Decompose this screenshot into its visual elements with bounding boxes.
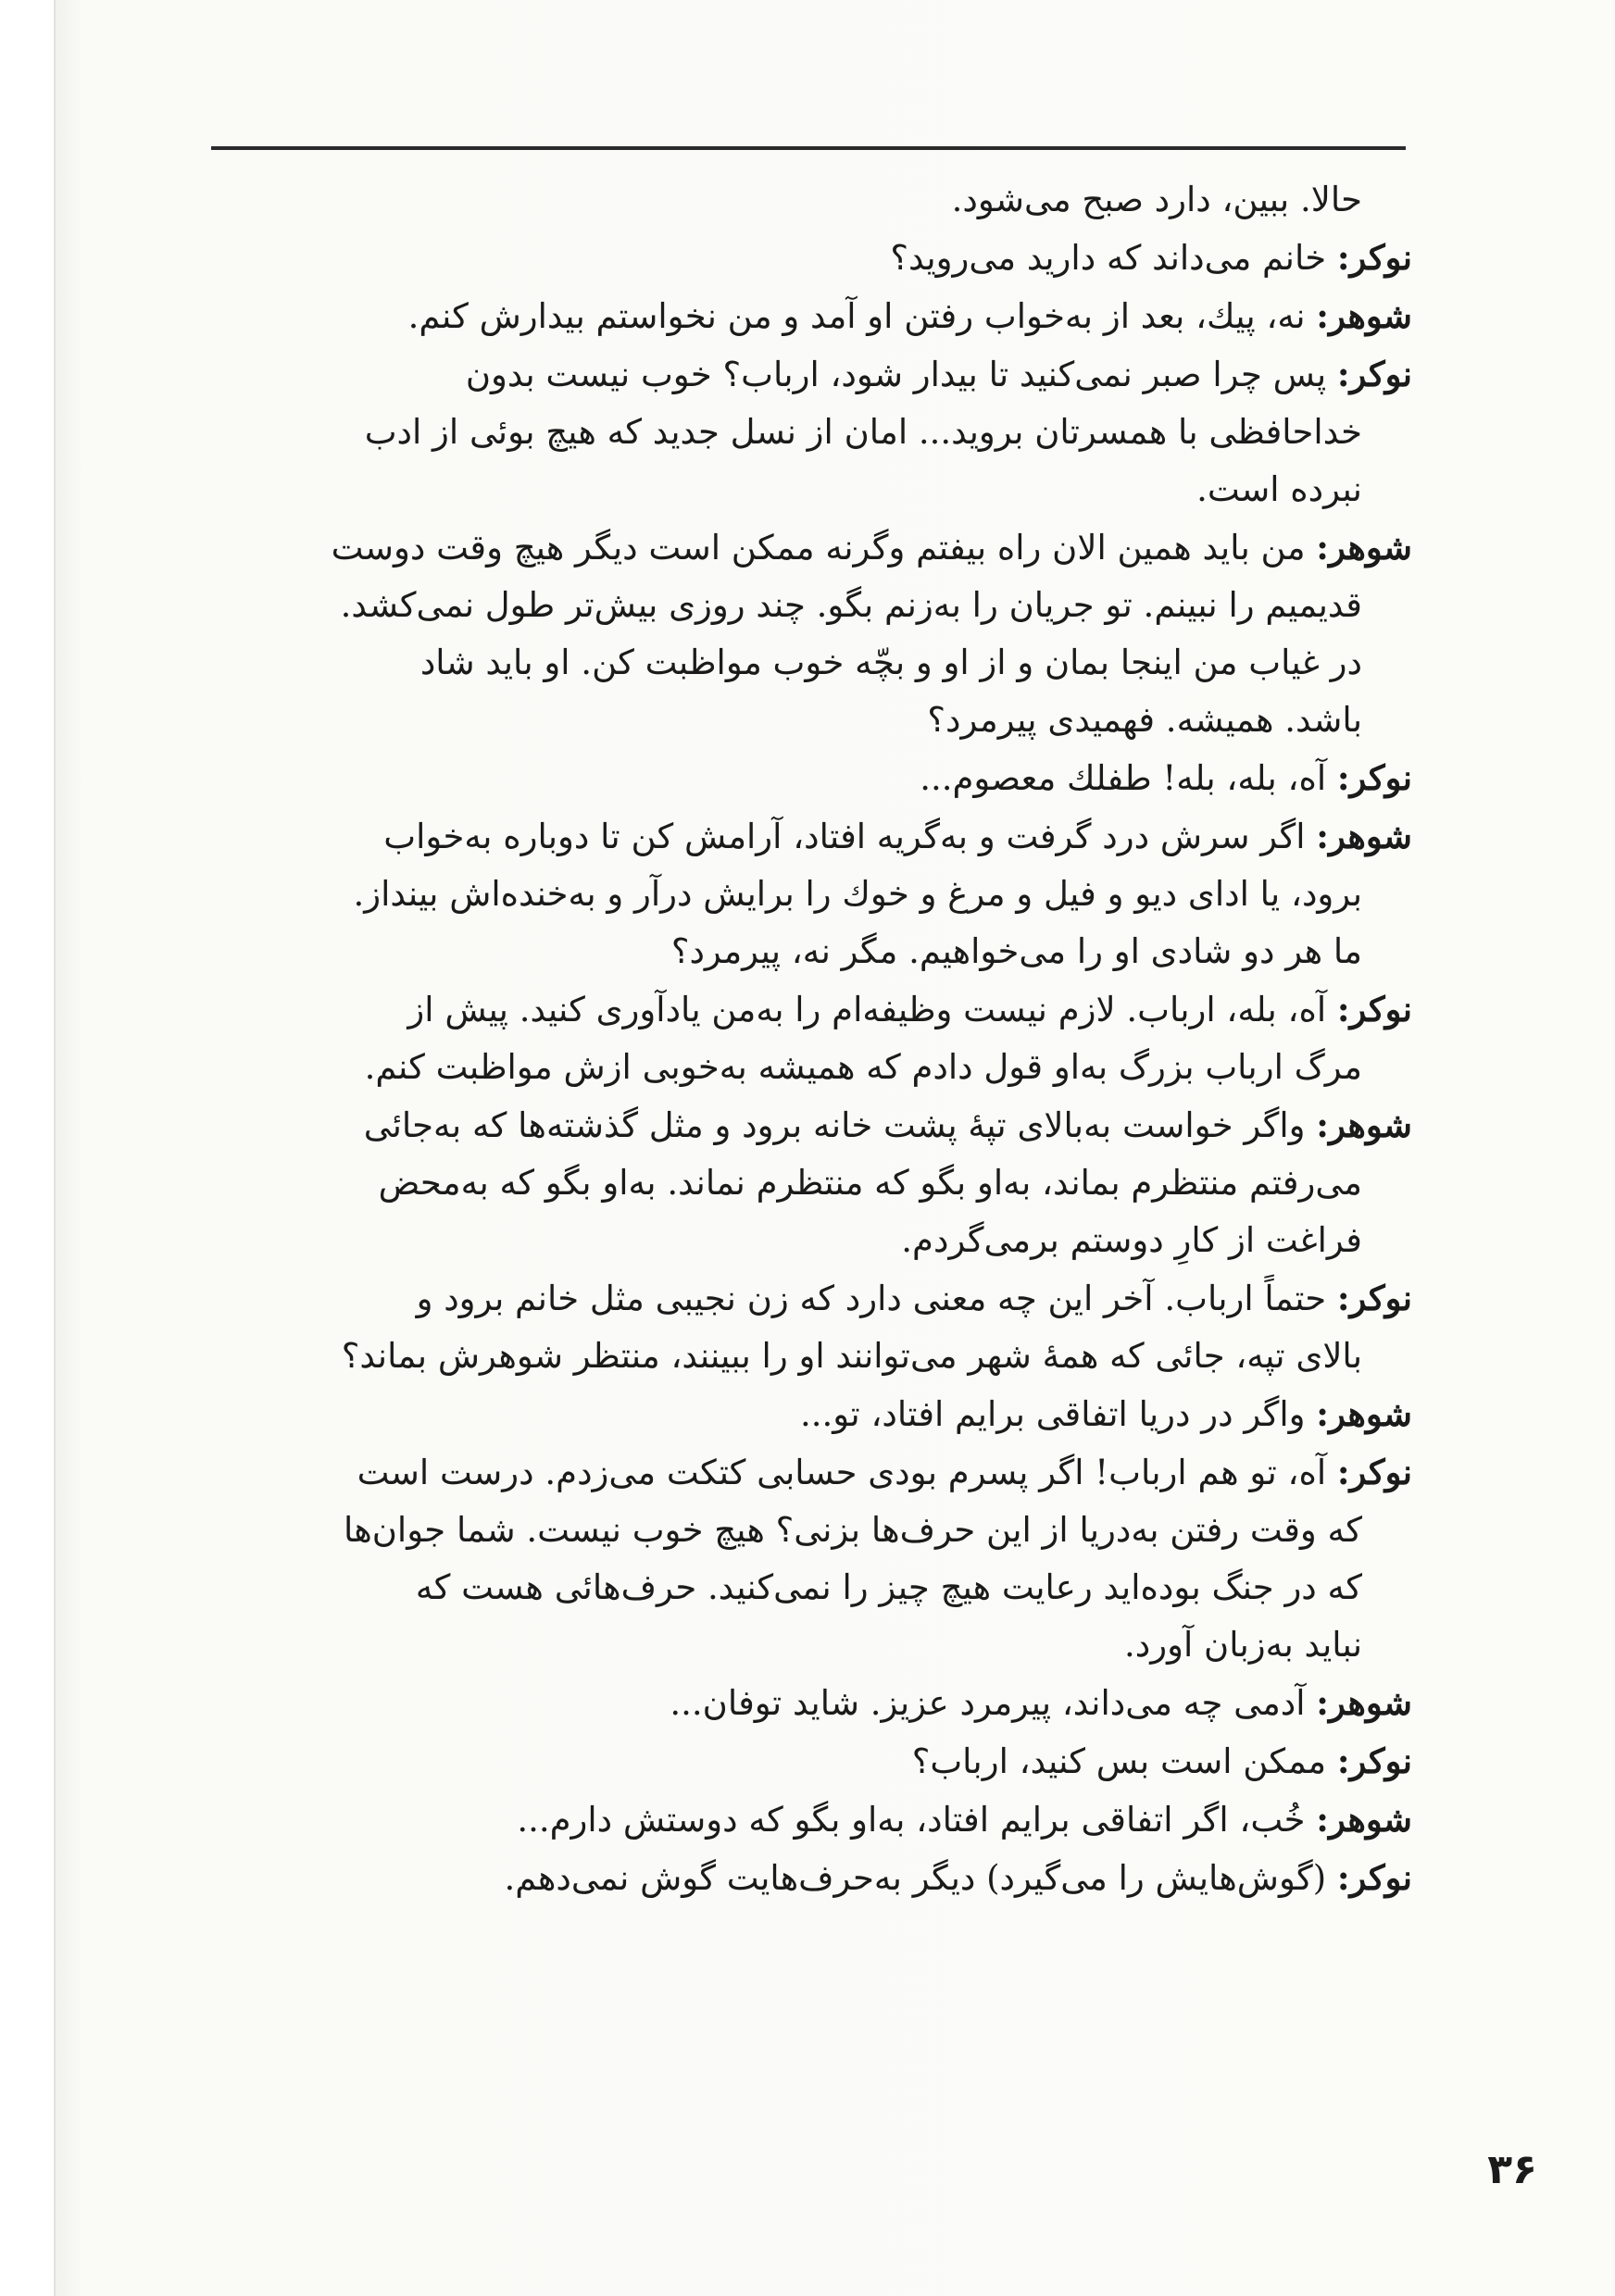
line-text: می‌رفتم منتظرم بماند، به‌او بگو که منتظرم نماند. به‌او بگو که به‌محض [378,1163,1362,1203]
text-line [292,1791,1412,1849]
speaker-label: نوکر: [1336,989,1412,1029]
line-text: حتماً ارباب. آخر این چه معنی دارد که زن نجیبی مثل خانم برود و [416,1279,1337,1318]
text-line [292,1732,1412,1791]
line-text: مرگ ارباب بزرگ به‌او قول دادم که همیشه به‌خوبی ازش مواظبت کنم. [364,1047,1362,1087]
speaker-label: شوهر: [1316,1104,1412,1145]
text-line [292,1502,1412,1559]
text-line [292,866,1412,923]
text-line [292,692,1412,749]
speaker-label: شوهر: [1316,295,1412,336]
line-text: خانم می‌داند که دارید می‌روید؟ [890,238,1337,278]
line-text: آه، تو هم ارباب! اگر پسرم بودی حسابی کتکت می‌زدم. درست است [357,1453,1337,1492]
line-text: ممکن است بس کنید، ارباب؟ [911,1741,1337,1781]
line-text: واگر در دریا اتفاقی برایم افتاد، تو... [800,1394,1317,1434]
text-line [292,1096,1412,1154]
text-line [292,807,1412,866]
line-text: نباید به‌زبان آورد. [1124,1625,1362,1665]
text-line [292,980,1412,1039]
dialogue-text [292,171,1412,1907]
line-text: (گوش‌هایش را می‌گیرد) دیگر به‌حرف‌هایت گوش نمی‌دهم. [504,1858,1337,1898]
page-number: ۳۶ [1487,2146,1537,2193]
text-line [292,749,1412,807]
line-text: نبرده است. [1196,469,1362,509]
line-text: آه، بله، ارباب. لازم نیست وظیفه‌ام را به‌من یادآوری کنید. پیش از [407,990,1337,1029]
line-text: که وقت رفتن به‌دریا از این حرف‌ها بزنی؟ هیچ خوب نیست. شما جوان‌ها [343,1510,1362,1550]
text-line [292,1385,1412,1443]
text-line [292,345,1412,404]
speaker-label: نوکر: [1336,354,1412,394]
line-text: پس چرا صبر نمی‌کنید تا بیدار شود، ارباب؟ خوب نیست بدون [465,355,1337,394]
text-line [292,1674,1412,1732]
line-text: باشد. همیشه. فهمیدی پیرمرد؟ [927,700,1362,740]
book-page [54,0,1615,2296]
text-line [292,1269,1412,1328]
line-text: که در جنگ بوده‌اید رعایت هیچ چیز را نمی‌کنید. حرف‌هائی هست که [415,1567,1362,1607]
text-line [292,1443,1412,1502]
text-line [292,1559,1412,1616]
text-line [292,577,1412,634]
line-text: حالا. ببین، دارد صبح می‌شود. [951,180,1362,219]
line-text: من باید همین الان راه بیفتم وگرنه ممکن است دیگر هیچ وقت دوست [331,528,1317,568]
speaker-label: شوهر: [1316,1682,1412,1723]
text-line [292,229,1412,287]
text-line [292,634,1412,692]
text-line [292,1849,1412,1907]
line-text: بالای تپه، جائی که همهٔ شهر می‌توانند او را ببینند، منتظر شوهرش بماند؟ [341,1336,1362,1376]
line-text: در غیاب من اینجا بمان و از او و بچّه خوب مواظبت کن. او باید شاد [419,643,1362,682]
line-text: نه، پیك، بعد از به‌خواب رفتن او آمد و من نخواستم بیدارش کنم. [407,296,1317,336]
text-line [292,404,1412,461]
line-text: اگر سرش درد گرفت و به‌گریه افتاد، آرامش کن تا دوباره به‌خواب [383,817,1317,856]
text-line [292,518,1412,577]
line-text: آدمی چه می‌داند، پیرمرد عزیز. شاید توفان... [670,1683,1317,1723]
speaker-label: شوهر: [1316,1393,1412,1434]
line-text: خُب، اگر اتفاقی برایم افتاد، به‌او بگو که دوستش دارم... [517,1800,1317,1840]
line-text: برود، یا ادای دیو و فیل و مرغ و خوك را برایش درآر و به‌خنده‌اش بینداز. [353,874,1362,914]
line-text: آه، بله، بله! طفلك معصوم... [920,758,1337,798]
line-text: فراغت از کارِ دوستم برمی‌گردم. [901,1220,1362,1260]
text-line [292,287,1412,345]
line-text: واگر خواست به‌بالای تپهٔ پشت خانه برود و مثل گذشته‌ها که به‌جائی [363,1105,1317,1145]
speaker-label: نوکر: [1336,1857,1412,1898]
line-text: خداحافظی با همسرتان بروید... امان از نسل جدید که هیچ بوئی از ادب [364,412,1362,452]
text-line [292,171,1412,229]
text-line [292,1154,1412,1212]
speaker-label: شوهر: [1316,816,1412,856]
speaker-label: شوهر: [1316,527,1412,568]
line-text: ما هر دو شادی او را می‌خواهیم. مگر نه، پیرمرد؟ [670,931,1362,971]
speaker-label: نوکر: [1336,1278,1412,1318]
text-line [292,1212,1412,1269]
speaker-label: نوکر: [1336,237,1412,278]
header-rule [211,146,1406,150]
text-line [292,1039,1412,1096]
speaker-label: نوکر: [1336,757,1412,798]
line-text: قدیمیم را نبینم. تو جریان را به‌زنم بگو. چند روزی بیش‌تر طول نمی‌کشد. [340,585,1362,625]
speaker-label: نوکر: [1336,1452,1412,1492]
speaker-label: شوهر: [1316,1799,1412,1840]
text-line [292,1616,1412,1674]
text-line [292,1328,1412,1385]
speaker-label: نوکر: [1336,1741,1412,1781]
text-line [292,923,1412,980]
text-line [292,461,1412,518]
